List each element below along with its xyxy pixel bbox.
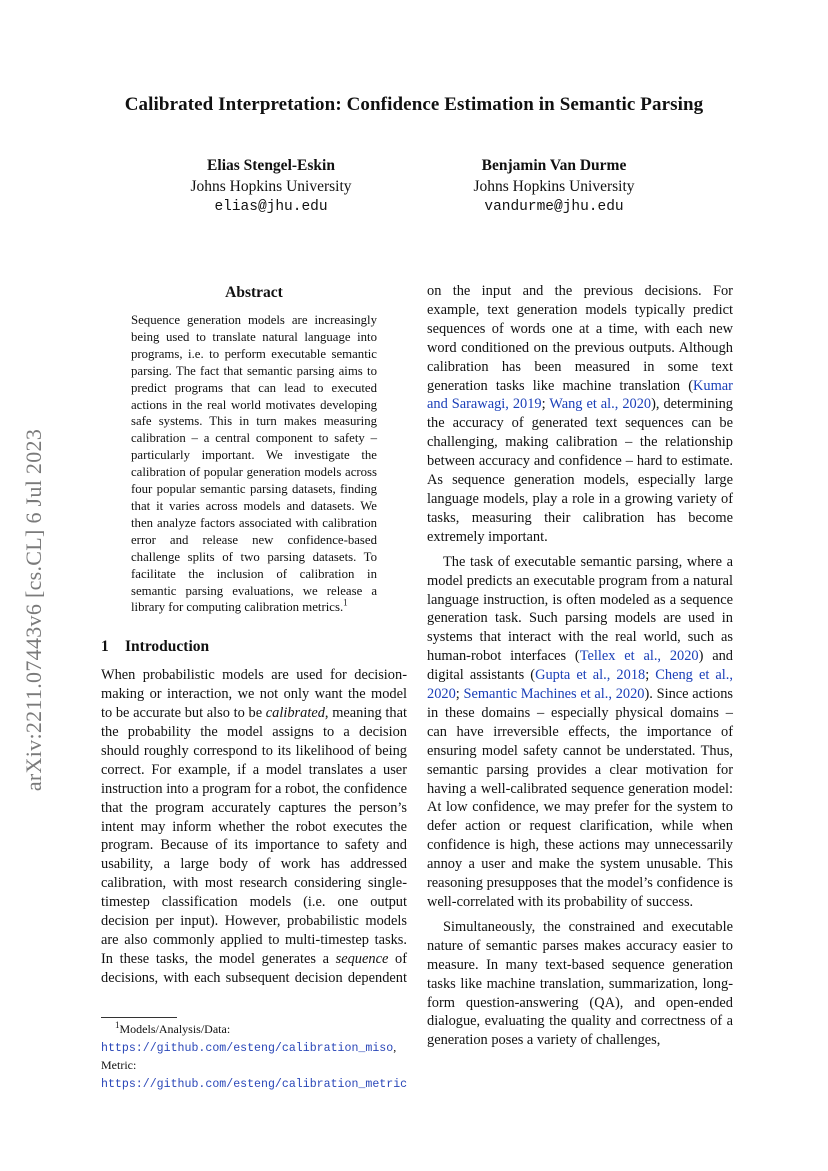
citation-link[interactable]: Gupta et al., 2018 [535,667,646,684]
text-run: ; [455,686,464,703]
text-run: can [691,415,720,432]
citation-link[interactable]: Wang et al., 2020 [549,396,652,413]
text-run: has [656,509,689,526]
text-run: their [544,509,583,526]
text-run: sequences [625,415,692,432]
text-run: the [639,434,666,451]
text-run: translation [619,377,689,394]
author-affiliation: Johns Hopkins University [190,177,352,195]
intro-paragraph-1-continued [427,282,733,547]
text-run: previous [574,339,629,356]
text-run: word [427,339,462,356]
text-run: the [427,415,453,432]
text-run: a [595,320,609,337]
text-run: of [511,415,532,432]
text-run: previous [583,283,645,299]
text-run: example, [427,301,488,318]
text-run: in [598,490,615,507]
footnote-label: , Metric: [101,1039,397,1072]
text-run: decisions. [644,283,713,299]
text-run: between [427,453,479,470]
text-run: the [552,339,575,356]
text-run: especially [637,472,705,489]
citation-link[interactable]: Cheng et al., 2020 [427,667,733,703]
text-run: calibration [427,358,502,375]
text-run: a [614,490,625,507]
text-run: words [510,320,552,337]
intro-paragraph-1 [101,666,407,987]
arxiv-stamp [4,380,64,840]
text-run: generation [427,377,496,394]
text-run: role [572,490,599,507]
footnote-link[interactable]: https://github.com/esteng/calibration_metric [101,1077,408,1091]
text-run: of [491,320,511,337]
left-column [101,280,407,988]
citation-link[interactable]: Semantic Machines et al., 2020 [463,686,645,703]
text-run: outputs. [628,339,679,356]
footnote-link[interactable]: https://github.com/esteng/calibration_miso [101,1041,394,1055]
text-run: ; [541,396,550,413]
text-run: each [676,320,710,337]
author-name: Elias Stengel-Eskin [207,157,335,174]
text-run: relationship [665,434,733,451]
text-run: at [579,320,596,337]
abstract-body [131,312,377,616]
text-run: the [452,283,482,299]
footnote-mark: 1 [115,1020,120,1030]
section-heading [101,638,407,656]
text-run: a [561,490,573,507]
abstract-heading: Abstract [225,284,283,301]
citation-link[interactable]: Tellex et al., 2020 [579,648,699,665]
text-run: ; [645,667,656,684]
text-run: time, [608,320,645,337]
text-run: variety [676,490,721,507]
text-run: important. [488,528,548,545]
paper-title: Calibrated Interpretation: Confidence Estimation in Semantic Parsing [124,94,704,115]
author-affiliation: Johns Hopkins University [473,177,635,195]
text-run: tasks [495,377,533,394]
intro-paragraph-3: Simultaneously, the constrained and executable nature of semantic parses makes accuracy easier to measure. In many text-based sequence generation tasks like machine translation, summarization, long-form question-answering (QA), and open-ended dialogue, evaluating the quality and correctness of a generation poses a variety of challenges, [427,918,733,1049]
section-title: Introduction [125,638,210,656]
text-run: be [719,415,733,432]
text-run: sequences [427,320,492,337]
text-run: like [532,377,563,394]
text-run: calibration [582,509,657,526]
footnote-label: Models/Analysis/Data: [119,1022,231,1036]
text-run: and [533,453,559,470]
text-run: has [501,358,535,375]
arxiv-stamp-text: arXiv:2211.07443v6 [cs.CL] 6 Jul 2023 [21,428,46,792]
text-run: on [427,283,453,299]
text-run: play [532,490,562,507]
text-run: typically [634,301,694,318]
emphasis: calibrated [265,705,325,722]
text-run: confidence [558,453,626,470]
text-run: of decisions, with each subsequent decision dependent [101,950,407,986]
text-run: challenging, [427,434,506,451]
text-run: estimate. [681,453,733,470]
text-run: large [704,472,733,489]
text-run: extremely [427,528,489,545]
text-run: measuring [471,509,545,526]
abstract-text: Sequence generation models are increasingly being used to translate natural language into programs, i.e. to perform executable semantic parsing. The fact that semantic parsing aims to predict programs that can lead to executed actions in the real world motivates developing safe systems. This in turn makes measuring calibration – a central component to safety – particularly important. We investigate the calibration of popular generation models across four popular semantic parsing datasets, finding that it varies across models and datasets. We then analyze factors associated with calibration error and release new confidence-based challenge splits of two parsing datasets. To facilitate the inclusion of calibration in semantic parsing evaluations, we release a library for computing calibration metrics. [131,313,377,615]
text-run: text [595,415,626,432]
author-block [414,156,694,218]
text-run: generated [531,415,596,432]
text-run: text [711,358,734,375]
citation-link[interactable]: Kumar and Sarawagi, 2019 [427,377,733,413]
text-run: making [505,434,557,451]
text-run: been [534,358,575,375]
text-run: The task of executable semantic parsing, where a model predicts an executable program from a natural language instruction, is often modeled as a sequence generation task. Such parsing models are used in systems that interact with the real world, such as human-robot interfaces ( [427,553,733,665]
text-run: of [721,490,733,507]
text-run: ), [651,396,664,413]
text-run: determining [663,396,733,413]
text-run: language [427,490,484,507]
text-run: machine [562,377,620,394]
text-run: generation [516,301,586,318]
text-run: calibration [556,434,626,451]
footnote [101,1017,407,1093]
text-run: one [551,320,579,337]
author-block [131,156,411,218]
footnote-rule [101,1017,177,1018]
text-run: ( [688,377,694,394]
text-run: in [643,358,668,375]
text-run: input [481,283,523,299]
text-run: As [427,472,453,489]
text-run: , meaning that the probability the model assigns to a decision should roughly correspond to its likelihood of being correct. For example, if a model translates a user instruction into a program for a robot, the confidence that the program accurately captures the person’s intent may inform whether the robot executes the program. Because of its importance to safety and usability, a large body of work has addressed calibration, with most research considering single-timestep classification models (i.e. one output decision per input). However, probabilistic models are also commonly applied to multi-timestep tasks. In these tasks, the model generates a [101,705,407,967]
text-run: generation [513,472,584,489]
text-run: measured [574,358,644,375]
emphasis: sequence [335,950,389,967]
text-run: conditioned [461,339,534,356]
intro-paragraph-2-body [427,553,733,912]
text-run: – [625,453,637,470]
text-run: models, [483,490,533,507]
text-run: When probabilistic models are used for decision-making or interaction, we not only want the model to be accurate but also to be [101,667,407,722]
text-run: with [644,320,677,337]
text-run: tasks, [427,509,472,526]
text-run: and [522,283,555,299]
text-run: become [688,509,733,526]
text-run: hard [636,453,667,470]
text-run: some [667,358,712,375]
text-run: sequence [452,472,514,489]
text-run: For [712,283,733,299]
text-run: the [554,283,584,299]
text-run: to [666,453,682,470]
text-run: ). Since actions in these domains – especially physical domains – can have irreversible effects, the importance of ensuring model safety cannot be understated. Thus, semantic parsing provides a clear motivation for having a well-calibrated sequence generation model: At low confidence, we may prefer for the system to defer action or request clarification, while when confidence is high, these actions may unnecessarily annoy a user and make the system unusable. This reasoning presupposes that the model’s confidence is well-correlated with its probability of success. [427,686,733,910]
text-run: new [709,320,733,337]
text-run: – [625,434,640,451]
author-name: Benjamin Van Durme [481,157,627,174]
text-run: predict [693,301,733,318]
text-run: accuracy [452,415,512,432]
text-run: models [585,301,635,318]
footnote-mark[interactable]: 1 [343,598,348,609]
right-column [427,282,733,1050]
text-run: accuracy [478,453,534,470]
text-run: on [533,339,553,356]
author-email: elias@jhu.edu [214,199,328,215]
text-run: ) and digital assistants ( [427,648,734,684]
text-run: text [487,301,517,318]
text-run: growing [624,490,677,507]
section-number: 1 [101,638,109,656]
footnote-number [101,1022,120,1036]
text-run: models, [583,472,638,489]
author-email: vandurme@jhu.edu [484,199,624,215]
text-run: Although [678,339,733,356]
